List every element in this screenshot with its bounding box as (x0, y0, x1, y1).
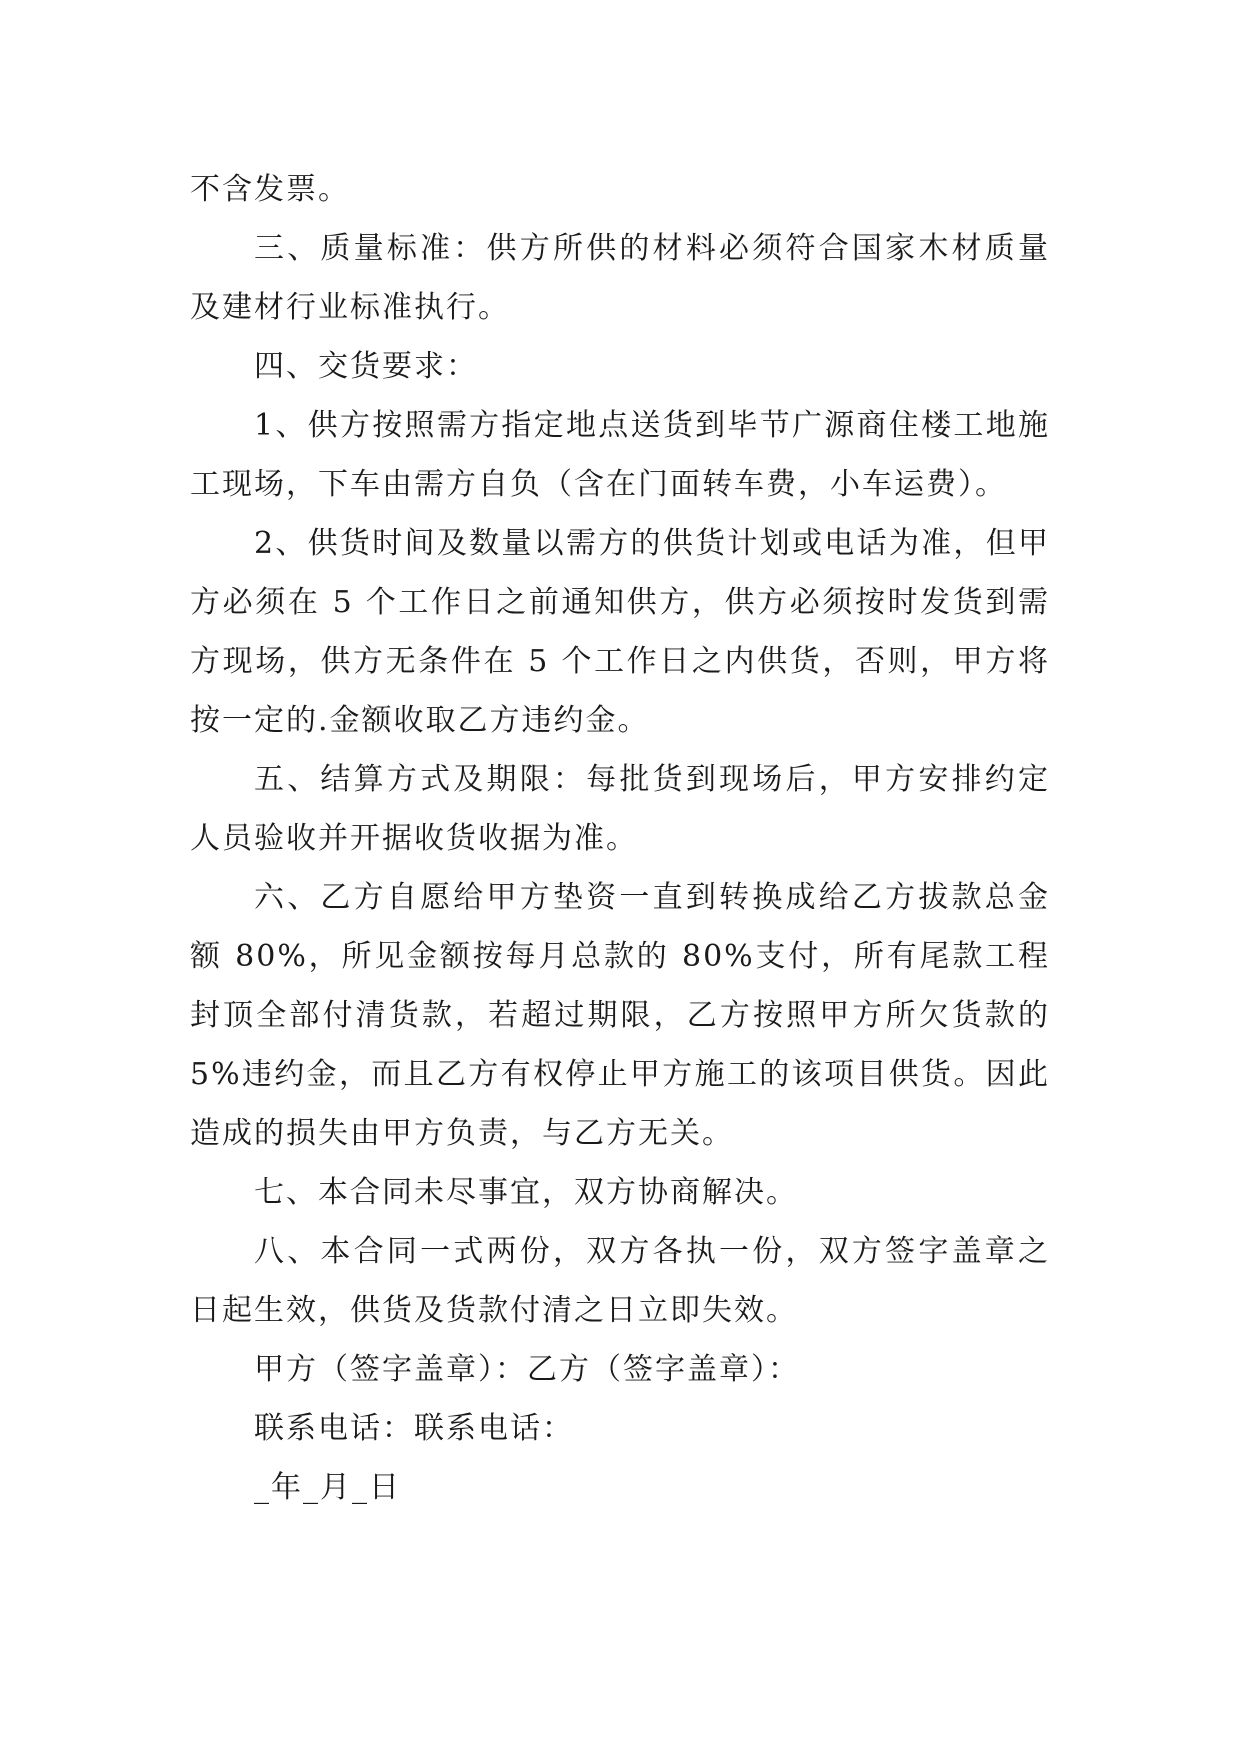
date-line: _年_月_日 (254, 1470, 401, 1505)
paragraph-settlement: 五、结算方式及期限：每批货到现场后，甲方安排约定人员验收并开据收货收据为准。 (190, 762, 1050, 856)
paragraph-copies-validity: 八、本合同一式两份，双方各执一份，双方签字盖章之日起生效，供货及货款付清之日立即失效。 (190, 1234, 1050, 1328)
paragraph-advance-payment: 六、乙方自愿给甲方垫资一直到转换成给乙方拔款总金额 80%，所见金额按每月总款的 80%支付，所有尾款工程封顶全部付清货款，若超过期限，乙方按照甲方所欠货款的 5%违约金，而且乙方有权停止甲方施工的该项目供货。因此造成的损失由甲方负责，与乙方无关。 (190, 880, 1050, 1151)
paragraph-delivery-time: 2、供货时间及数量以需方的供货计划或电话为准，但甲方必须在 5 个工作日之前通知供方，供方必须按时发货到需方现场，供方无条件在 5 个工作日之内供货，否则，甲方将按一定的.金额收取乙方违约金。 (190, 526, 1050, 738)
paragraph-delivery-heading: 四、交货要求： (254, 349, 478, 384)
contract-body (190, 160, 1050, 1517)
paragraph-quality-standard: 三、质量标准：供方所供的材料必须符合国家木材质量及建材行业标准执行。 (190, 231, 1050, 325)
paragraph-delivery-location: 1、供方按照需方指定地点送货到毕节广源商住楼工地施工现场，下车由需方自负（含在门面转车费，小车运费）。 (190, 408, 1050, 502)
paragraph-invoice-note: 不含发票。 (190, 172, 350, 207)
paragraph-unresolved-matters: 七、本合同未尽事宜，双方协商解决。 (254, 1175, 798, 1210)
signature-line: 甲方（签字盖章）：乙方（签字盖章）： (254, 1352, 800, 1387)
contact-phone-line: 联系电话：联系电话： (254, 1411, 574, 1446)
